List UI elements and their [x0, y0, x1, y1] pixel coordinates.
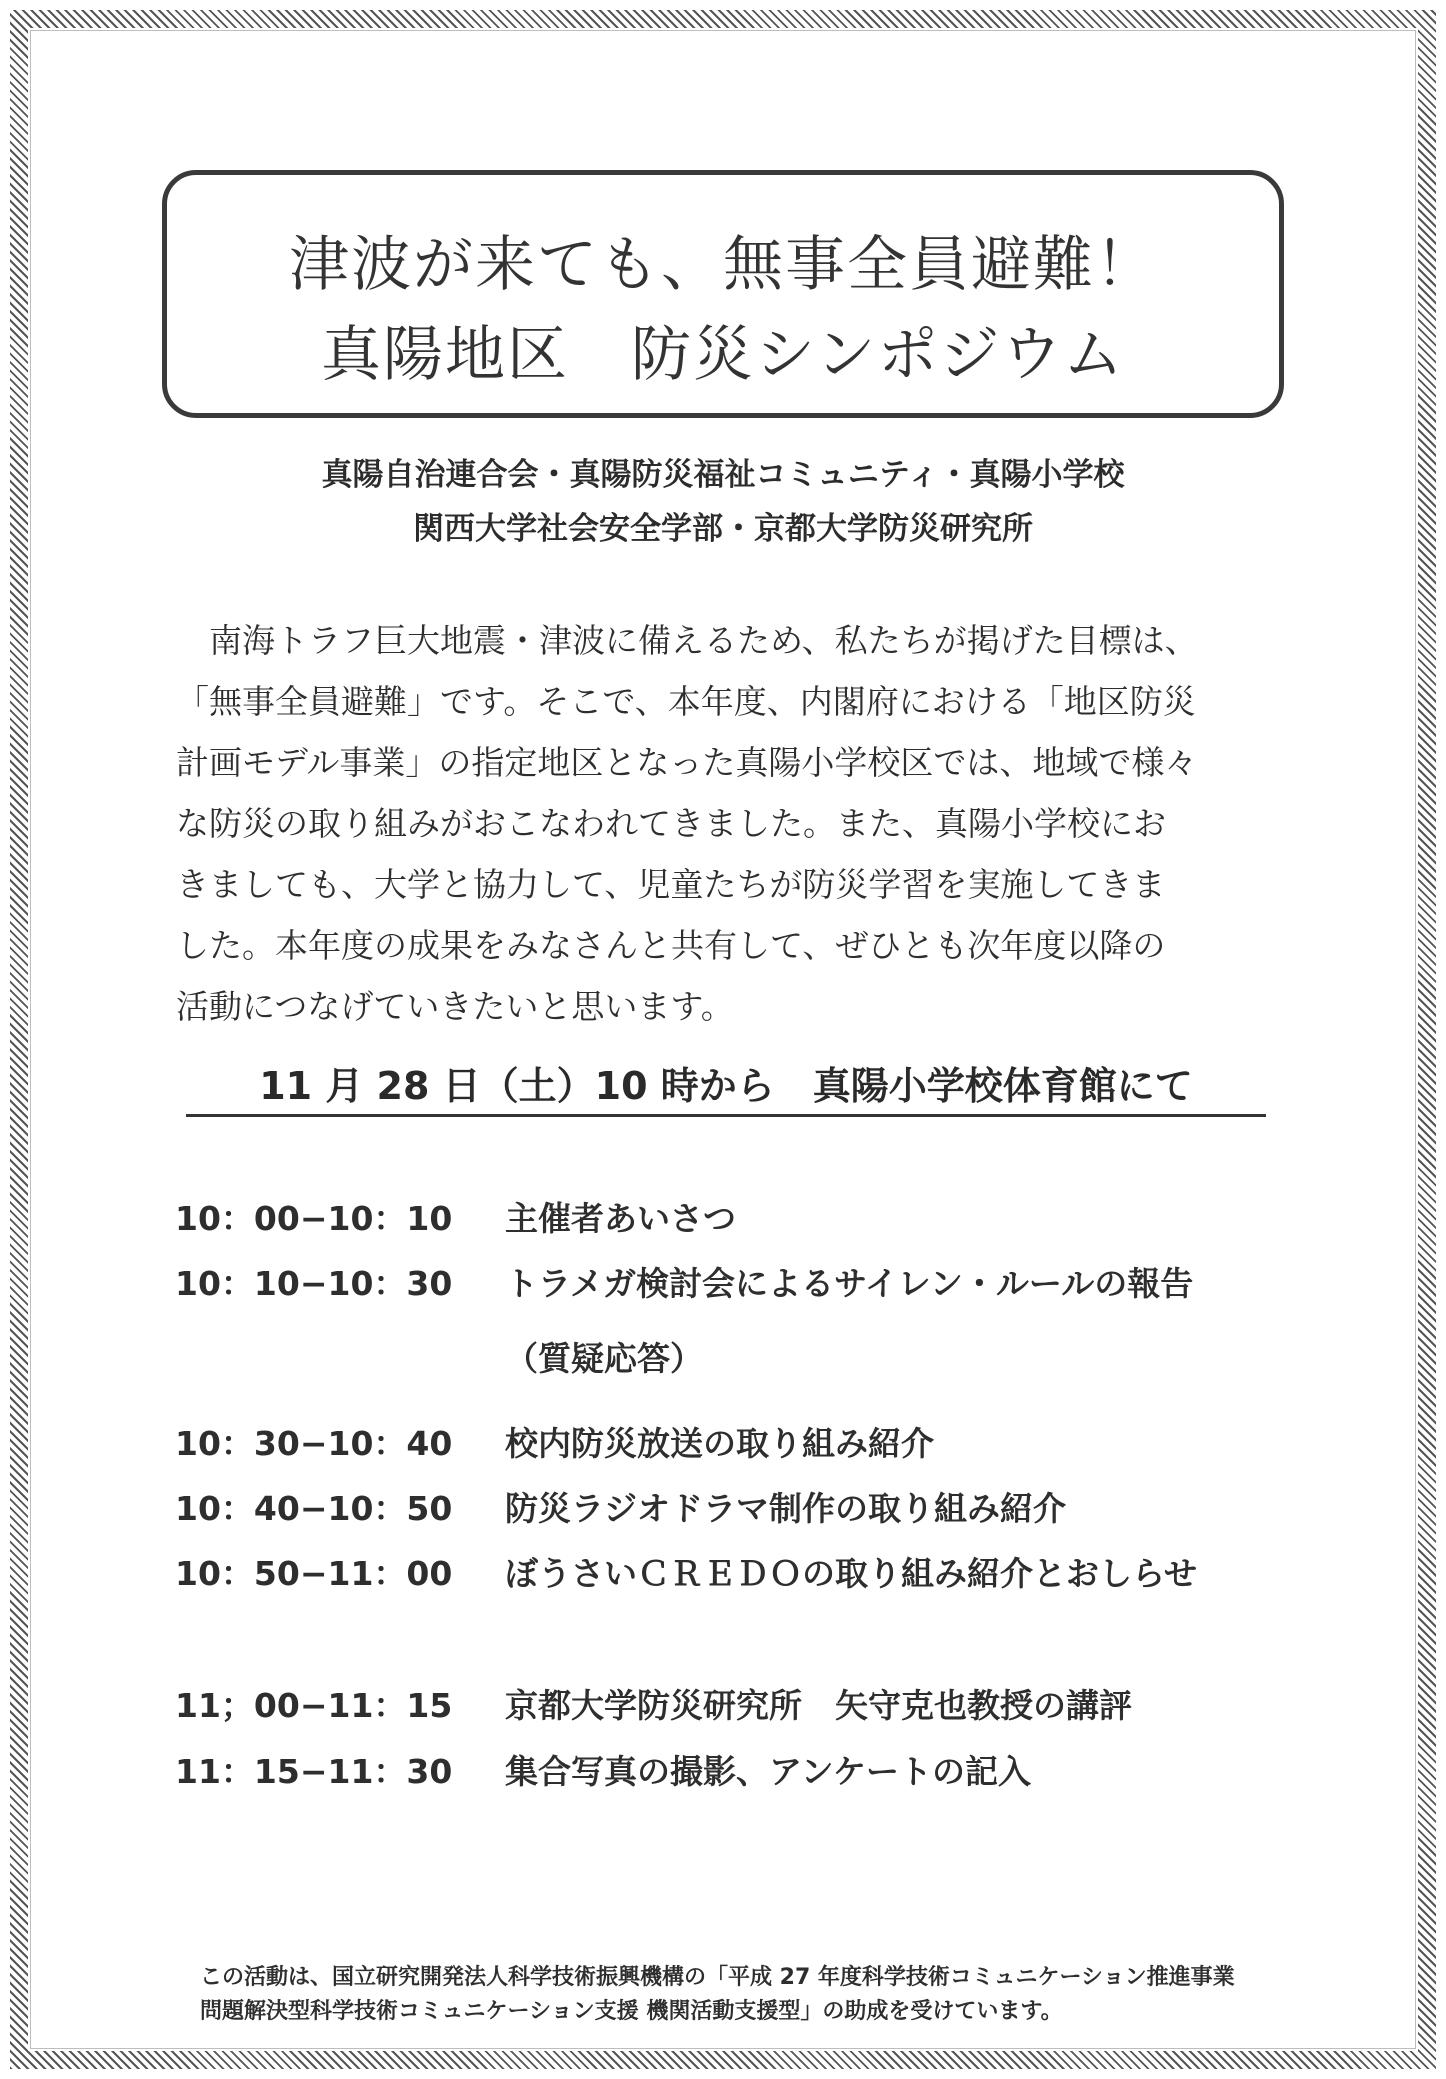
schedule-item: 集合写真の撮影、アンケートの記入 — [505, 1752, 1032, 1791]
footer-line-1: この活動は、国立研究開発法人科学技術振興機構の「平成 27 年度科学技術コミュニケーション推進事業 — [200, 1965, 1235, 1990]
organizers-line-1: 真陽自治連合会・真陽防災福祉コミュニティ・真陽小学校 — [321, 457, 1125, 493]
event-date-line: 11 月 28 日（土）10 時から 真陽小学校体育館にて — [259, 1064, 1193, 1108]
title-box — [162, 170, 1284, 418]
organizers-line-2: 関西大学社会安全学部・京都大学防災研究所 — [413, 511, 1033, 547]
schedule-item-note: （質疑応答） — [505, 1339, 703, 1378]
schedule-item: 主催者あいさつ — [505, 1199, 736, 1238]
intro-line-1: 南海トラフ巨大地震・津波に備えるため、私たちが掲げた目標は、 — [176, 621, 1198, 660]
schedule-item: 京都大学防災研究所 矢守克也教授の講評 — [505, 1686, 1132, 1725]
schedule-item: トラメガ検討会によるサイレン・ルールの報告 — [505, 1264, 1194, 1303]
schedule-time: 10：30−10：40 — [175, 1424, 453, 1463]
title-line-2: 真陽地区 防災シンポジウム — [321, 320, 1125, 390]
footer-line-2: 問題解決型科学技術コミュニケーション支援 機関活動支援型」の助成を受けています。 — [200, 1999, 1063, 2024]
intro-line-4: な防災の取り組みがおこなわれてきました。また、真陽小学校にお — [176, 804, 1166, 843]
schedule-time: 11：15−11：30 — [175, 1752, 453, 1791]
schedule-time: 10：40−10：50 — [175, 1489, 453, 1528]
schedule-time: 11；00−11：15 — [175, 1686, 453, 1725]
title-line-1: 津波が来ても、無事全員避難！ — [289, 230, 1157, 300]
intro-line-2: 「無事全員避難」です。そこで、本年度、内閣府における「地区防災 — [176, 682, 1196, 721]
schedule-item: 防災ラジオドラマ制作の取り組み紹介 — [505, 1489, 1066, 1528]
schedule-time: 10：50−11：00 — [175, 1554, 453, 1593]
intro-line-7: 活動につなげていきたいと思います。 — [176, 987, 734, 1026]
date-underline — [186, 1114, 1266, 1117]
schedule-time: 10：10−10：30 — [175, 1264, 453, 1303]
intro-line-3: 計画モデル事業」の指定地区となった真陽小学校区では、地域で様々 — [176, 743, 1198, 782]
intro-line-5: きましても、大学と協力して、児童たちが防災学習を実施してきま — [176, 865, 1166, 904]
schedule-time: 10：00−10：10 — [175, 1199, 453, 1238]
schedule-item: ぼうさいＣＲＥＤＯの取り組み紹介とおしらせ — [505, 1554, 1198, 1593]
intro-line-6: した。本年度の成果をみなさんと共有して、ぜひとも次年度以降の — [176, 926, 1166, 965]
schedule-item: 校内防災放送の取り組み紹介 — [505, 1424, 934, 1463]
